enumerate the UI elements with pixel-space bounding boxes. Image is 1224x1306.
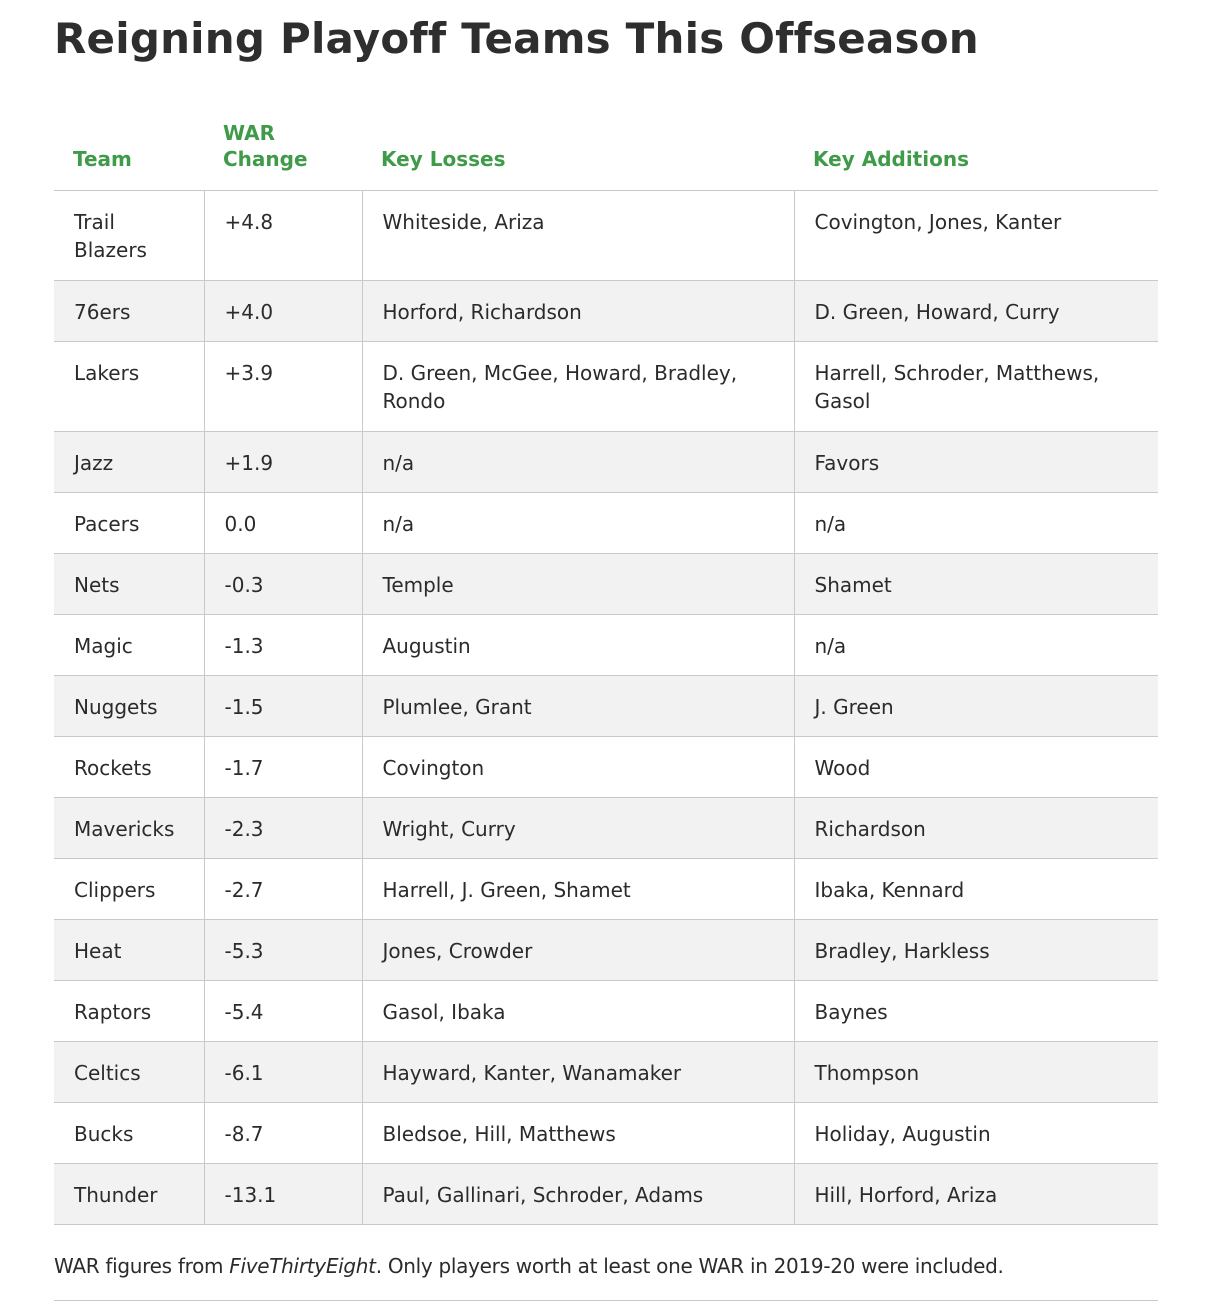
cell-key-losses: n/a [362,493,794,554]
cell-key-losses: D. Green, McGee, Howard, Bradley, Rondo [362,342,794,432]
cell-war-change: -13.1 [204,1164,362,1225]
cell-key-additions: Richardson [794,798,1158,859]
cell-key-additions: Favors [794,432,1158,493]
cell-key-losses: Bledsoe, Hill, Matthews [362,1103,794,1164]
cell-key-additions: Baynes [794,981,1158,1042]
cell-key-additions: J. Green [794,676,1158,737]
footnote-suffix: . Only players worth at least one WAR in 2019-20 were included. [375,1254,1004,1278]
cell-key-losses: Jones, Crowder [362,920,794,981]
footnote [54,1252,1158,1280]
bottom-divider [54,1300,1158,1301]
cell-war-change: -2.3 [204,798,362,859]
table-row [54,554,1158,615]
cell-war-change: -6.1 [204,1042,362,1103]
cell-key-losses: Whiteside, Ariza [362,191,794,281]
table-header-row [54,96,1158,191]
table-row [54,493,1158,554]
cell-war-change: -8.7 [204,1103,362,1164]
cell-key-losses: Harrell, J. Green, Shamet [362,859,794,920]
cell-team: Rockets [54,737,204,798]
table-row [54,191,1158,281]
cell-war-change: +1.9 [204,432,362,493]
cell-team: Nets [54,554,204,615]
table-row [54,342,1158,432]
cell-war-change: +4.0 [204,281,362,342]
table-row [54,1164,1158,1225]
cell-war-change: -1.5 [204,676,362,737]
cell-key-losses: Horford, Richardson [362,281,794,342]
cell-key-additions: Covington, Jones, Kanter [794,191,1158,281]
cell-key-losses: Temple [362,554,794,615]
column-header-team: Team [54,96,204,191]
column-header-war-change [204,96,362,191]
cell-key-additions: Holiday, Augustin [794,1103,1158,1164]
cell-key-additions: D. Green, Howard, Curry [794,281,1158,342]
cell-key-losses: Gasol, Ibaka [362,981,794,1042]
cell-team: Bucks [54,1103,204,1164]
table-row [54,859,1158,920]
cell-team: Jazz [54,432,204,493]
cell-team: Thunder [54,1164,204,1225]
cell-team: Celtics [54,1042,204,1103]
cell-team: Raptors [54,981,204,1042]
table-row [54,981,1158,1042]
cell-key-additions: n/a [794,615,1158,676]
cell-war-change: -5.4 [204,981,362,1042]
cell-key-losses: Augustin [362,615,794,676]
table-row [54,1103,1158,1164]
cell-key-losses: n/a [362,432,794,493]
footnote-prefix: WAR figures from [54,1254,230,1278]
table-row [54,798,1158,859]
cell-team: Magic [54,615,204,676]
cell-team: Heat [54,920,204,981]
offseason-table [54,96,1158,1225]
table-row [54,432,1158,493]
cell-team: Mavericks [54,798,204,859]
cell-war-change: -0.3 [204,554,362,615]
cell-key-losses: Covington [362,737,794,798]
cell-key-additions: n/a [794,493,1158,554]
table-row [54,1042,1158,1103]
cell-key-additions: Thompson [794,1042,1158,1103]
cell-key-additions: Shamet [794,554,1158,615]
column-header-key-losses: Key Losses [362,96,794,191]
cell-team: Nuggets [54,676,204,737]
cell-war-change: 0.0 [204,493,362,554]
table-row [54,920,1158,981]
cell-team: Lakers [54,342,204,432]
cell-key-losses: Plumlee, Grant [362,676,794,737]
cell-team: Trail Blazers [54,191,204,281]
cell-war-change: -1.3 [204,615,362,676]
table-row [54,737,1158,798]
table-row [54,676,1158,737]
cell-war-change: +4.8 [204,191,362,281]
footnote-source: FiveThirtyEight [229,1254,376,1278]
cell-team: Pacers [54,493,204,554]
cell-war-change: -2.7 [204,859,362,920]
cell-key-additions: Bradley, Harkless [794,920,1158,981]
cell-key-additions: Harrell, Schroder, Matthews, Gasol [794,342,1158,432]
cell-key-additions: Hill, Horford, Ariza [794,1164,1158,1225]
cell-key-losses: Wright, Curry [362,798,794,859]
cell-key-losses: Paul, Gallinari, Schroder, Adams [362,1164,794,1225]
table-row [54,615,1158,676]
cell-war-change: -1.7 [204,737,362,798]
column-header-war-line2: Change [223,147,308,171]
column-header-key-additions: Key Additions [794,96,1158,191]
cell-key-losses: Hayward, Kanter, Wanamaker [362,1042,794,1103]
cell-team: 76ers [54,281,204,342]
cell-war-change: -5.3 [204,920,362,981]
cell-key-additions: Ibaka, Kennard [794,859,1158,920]
cell-war-change: +3.9 [204,342,362,432]
cell-team: Clippers [54,859,204,920]
page-title: Reigning Playoff Teams This Offseason [54,14,979,63]
cell-key-additions: Wood [794,737,1158,798]
column-header-war-line1: WAR [223,121,276,145]
table-row [54,281,1158,342]
